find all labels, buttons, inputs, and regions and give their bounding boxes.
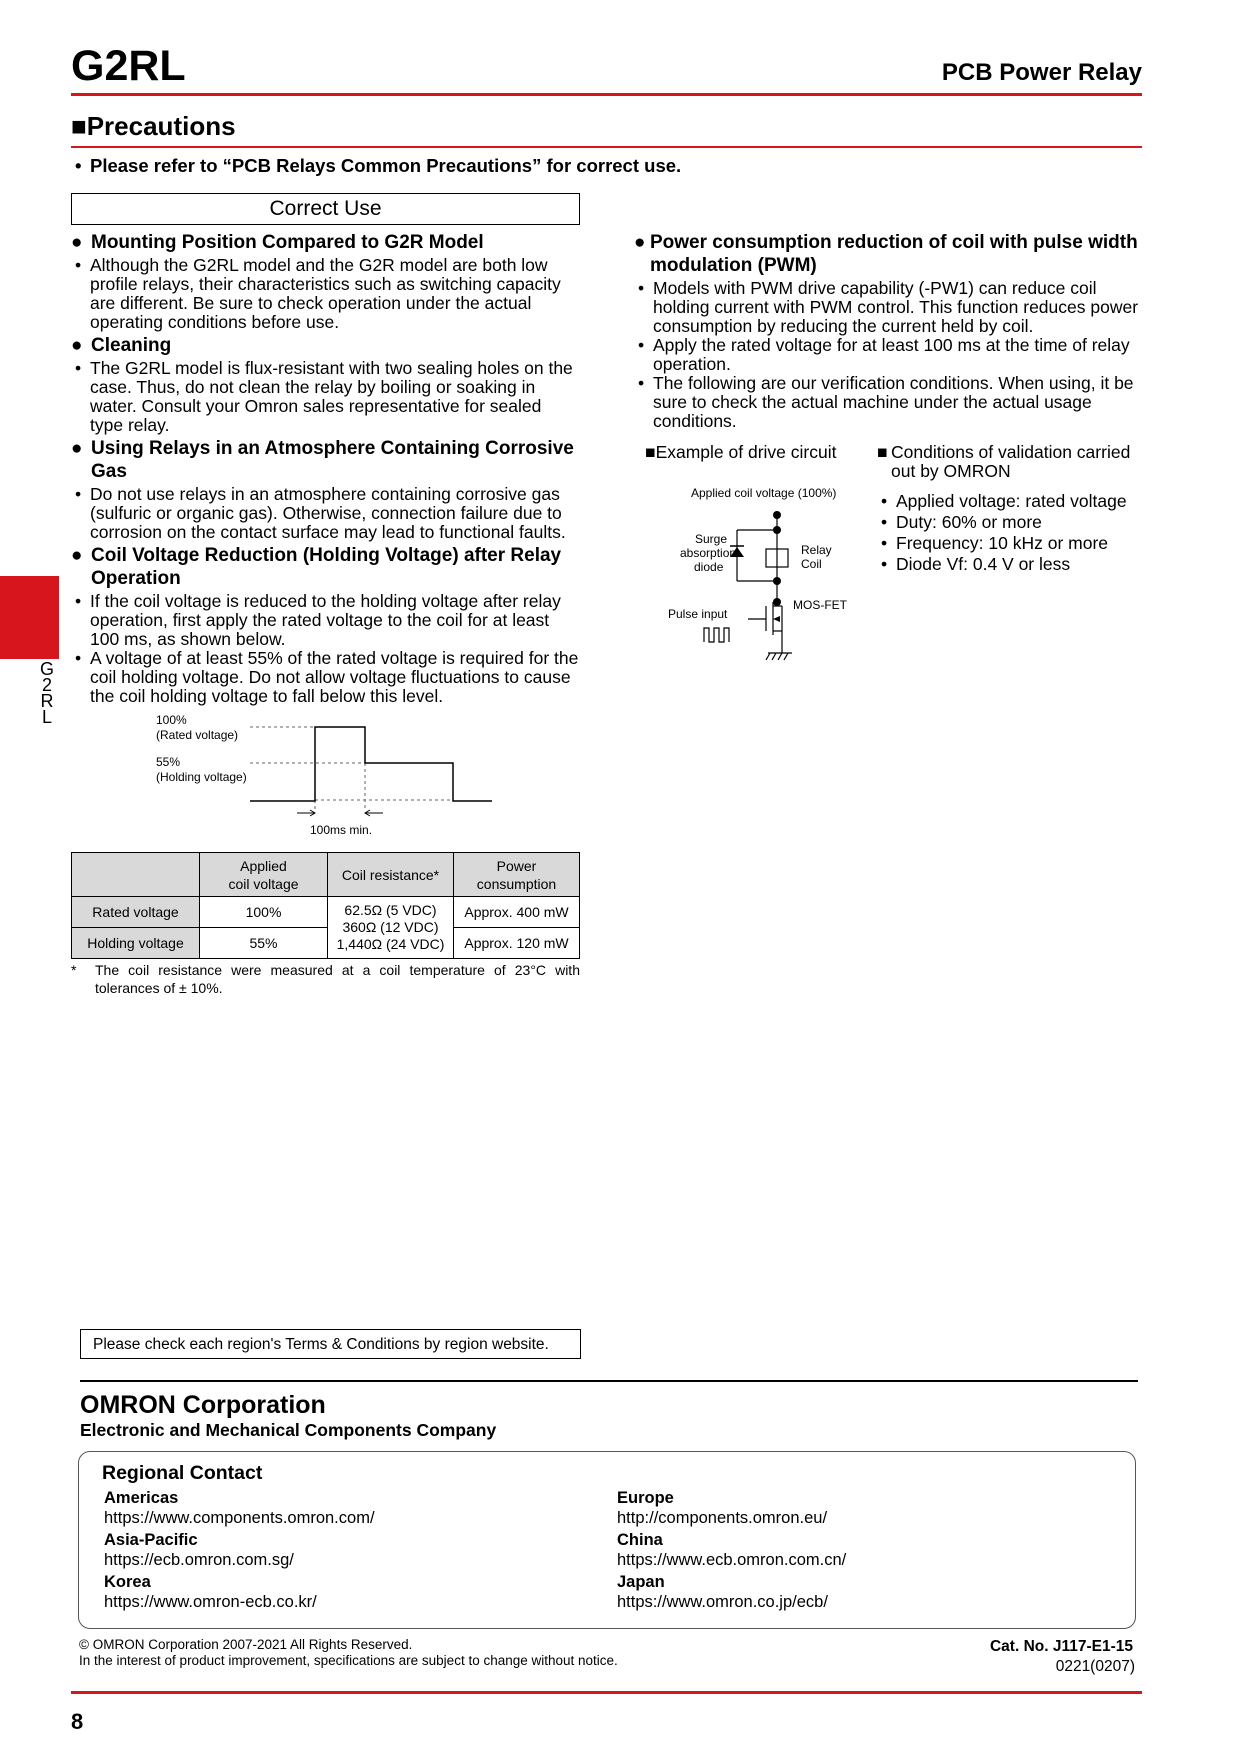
correct-use-label: Correct Use [269, 197, 382, 220]
circuit-node [773, 577, 781, 585]
holding-voltage-waveform [150, 710, 510, 840]
catalog-code: 0221(0207) [1055, 1658, 1135, 1675]
region-url[interactable]: https://www.components.omron.com/ [104, 1509, 375, 1527]
black-square-icon: ■ [71, 111, 87, 141]
region-entry [104, 1530, 584, 1570]
table-row [72, 928, 580, 959]
conditions-title: Conditions of validation carried out by OMRON [891, 442, 1131, 481]
side-tab-letter: 2 [41, 675, 52, 695]
rated-pct-label: 100% [156, 713, 187, 727]
footer-rule [80, 1380, 1138, 1382]
section-bullet: • A voltage of at least 55% of the rated voltage is required for the coil holding voltage. Do not allow voltage fluctuations to cause the coil holding voltage to fall below this level. [71, 649, 579, 706]
voltage-trace [250, 727, 492, 801]
section-heading: ● Mounting Position Compared to G2R Model [71, 231, 579, 254]
company-name: OMRON Corporation [80, 1391, 326, 1419]
table-header: Power consumption [454, 853, 580, 897]
section-bullets [71, 256, 579, 332]
side-tab-letter: G [39, 659, 54, 679]
side-tab-text [37, 661, 57, 725]
relay-label: Relay [801, 543, 832, 557]
intro-bullet: • Please refer to “PCB Relays Common Precautions” for correct use. [71, 154, 1071, 178]
table-footnote: The coil resistance were measured at a coil temperature of 23°C with tolerances of ± 10%. [95, 962, 580, 996]
table-header: Coil resistance* [328, 853, 454, 897]
circuit-top-label: Applied coil voltage (100%) [691, 486, 837, 500]
section-bullet: • Do not use relays in an atmosphere containing corrosive gas (sulfuric or organic gas). Otherwise, connection failure due to corrosion on the contact surface may lead to functional faults. [71, 485, 579, 542]
regional-left [104, 1488, 584, 1612]
page-subtitle: PCB Power Relay [941, 59, 1142, 86]
holding-pct-label: 55% [156, 755, 181, 769]
coil-resistance-cell [328, 897, 454, 959]
time-label: 100ms min. [310, 823, 373, 837]
circuit-node [773, 526, 781, 534]
condition-item: • Diode Vf: 0.4 V or less [877, 554, 1147, 575]
conditions-list [877, 491, 1147, 575]
regional-right [617, 1488, 1097, 1612]
side-tab-letter: L [41, 707, 52, 727]
side-tab [0, 576, 59, 659]
voltage-table [71, 852, 580, 959]
row-voltage: 100% [200, 897, 328, 928]
region-entry [104, 1572, 584, 1612]
pulse-label: Pulse input [668, 607, 728, 621]
drive-circuit-title-row [645, 443, 836, 462]
rated-voltage-label: (Rated voltage) [156, 728, 239, 742]
company-division: Electronic and Mechanical Components Company [80, 1420, 497, 1440]
section-bullet: • Although the G2RL model and the G2R model are both low profile relays, their characteristics such as switching capacity are different. Be sure to check operation under the actual operating conditions before use. [71, 256, 579, 332]
time-arrows [297, 810, 383, 816]
surge-label: absorption [680, 546, 737, 560]
section-title: Precautions [86, 111, 236, 141]
dashed-guides [250, 727, 450, 810]
region-url[interactable]: https://www.omron-ecb.co.kr/ [104, 1593, 317, 1611]
row-name: Holding voltage [72, 928, 200, 959]
black-square-icon: ■ [645, 442, 656, 462]
table-header: Applied coil voltage [200, 853, 328, 897]
table-row [72, 897, 580, 928]
region-name: Asia-Pacific [104, 1531, 198, 1549]
pwm-heading: ● Power consumption reduction of coil with pulse width modulation (PWM) [634, 231, 1144, 277]
section-rule [71, 146, 1142, 148]
catalog-number: Cat. No. J117-E1-15 [989, 1638, 1133, 1655]
region-name: Japan [617, 1573, 665, 1591]
row-power: Approx. 400 mW [454, 897, 580, 928]
region-name: China [617, 1531, 663, 1549]
surge-label: Surge [695, 532, 728, 546]
row-voltage: 55% [200, 928, 328, 959]
surge-label: diode [694, 560, 724, 574]
copyright: © OMRON Corporation 2007-2021 All Rights Reserved. [79, 1637, 413, 1652]
correct-use-box [71, 193, 580, 225]
condition-item: • Duty: 60% or more [877, 512, 1147, 533]
drive-circuit-title: Example of drive circuit [655, 442, 837, 462]
left-column [71, 231, 579, 706]
region-entry [104, 1488, 584, 1528]
terms-note: Please check each region's Terms & Conditions by region website. [93, 1336, 549, 1353]
section-bullet: • If the coil voltage is reduced to the holding voltage after relay operation, first apply the rated voltage to the coil for at least 100 ms, as shown below. [71, 592, 579, 649]
relay-label: Coil [801, 557, 822, 571]
black-square-icon: ■ [877, 442, 888, 462]
table-footnote-mark: * [71, 962, 77, 978]
right-column [634, 231, 1144, 431]
region-name: Korea [104, 1573, 151, 1591]
region-url[interactable]: http://components.omron.eu/ [617, 1509, 828, 1527]
condition-item: • Applied voltage: rated voltage [877, 491, 1147, 512]
section-bullets [71, 592, 579, 706]
intro-list [71, 154, 1071, 178]
notice: In the interest of product improvement, specifications are subject to change without notice. [79, 1653, 618, 1668]
holding-voltage-label: (Holding voltage) [156, 770, 247, 784]
model-title: G2RL [71, 42, 186, 90]
region-entry [617, 1572, 1097, 1612]
resistance-line: 62.5Ω (5 VDC) [344, 902, 437, 918]
region-entry [617, 1530, 1097, 1570]
region-name: Americas [104, 1489, 179, 1507]
side-tab-letter: R [40, 691, 54, 711]
regional-title: Regional Contact [102, 1462, 263, 1484]
page-number: 8 [71, 1709, 84, 1734]
circuit-node [773, 598, 781, 606]
mosfet-label: MOS-FET [793, 598, 847, 612]
bottom-rule [71, 1691, 1142, 1694]
region-name: Europe [617, 1489, 674, 1507]
resistance-line: 360Ω (12 VDC) [342, 919, 439, 935]
region-url[interactable]: https://www.ecb.omron.com.cn/ [617, 1551, 847, 1569]
pwm-bullet: • Models with PWM drive capability (-PW1) can reduce coil holding current with PWM control. This function reduces power consumption by reducing the current held by coil. [634, 279, 1144, 336]
section-bullet: • The G2RL model is flux-resistant with two sealing holes on the case. Thus, do not clean the relay by boiling or soaking in water. Consult your Omron sales representative for sealed type relay. [71, 359, 579, 435]
condition-item: • Frequency: 10 kHz or more [877, 533, 1147, 554]
terms-note-box [80, 1329, 581, 1359]
pwm-bullet: • Apply the rated voltage for at least 100 ms at the time of relay operation. [634, 336, 1144, 374]
table-header-empty [72, 853, 200, 897]
section-bullets [71, 359, 579, 435]
circuit-node [773, 511, 781, 519]
section-heading: ● Using Relays in an Atmosphere Containing Corrosive Gas [71, 437, 579, 483]
regional-contact-box [78, 1451, 1136, 1629]
section-title-row [71, 110, 236, 142]
conditions-title-row [877, 443, 1147, 481]
region-url[interactable]: https://www.omron.co.jp/ecb/ [617, 1593, 828, 1611]
section-bullets [71, 485, 579, 542]
header-rule [71, 93, 1142, 96]
resistance-line: 1,440Ω (24 VDC) [336, 936, 445, 952]
section-heading: ● Coil Voltage Reduction (Holding Voltage) after Relay Operation [71, 544, 579, 590]
row-name: Rated voltage [72, 897, 200, 928]
row-power: Approx. 120 mW [454, 928, 580, 959]
pwm-bullet: • The following are our verification conditions. When using, it be sure to check the actual machine under the actual usage conditions. [634, 374, 1144, 431]
region-url[interactable]: https://ecb.omron.com.sg/ [104, 1551, 294, 1569]
region-entry [617, 1488, 1097, 1528]
pwm-bullets [634, 279, 1144, 431]
drive-circuit-diagram [660, 485, 880, 670]
section-heading: ● Cleaning [71, 334, 579, 357]
